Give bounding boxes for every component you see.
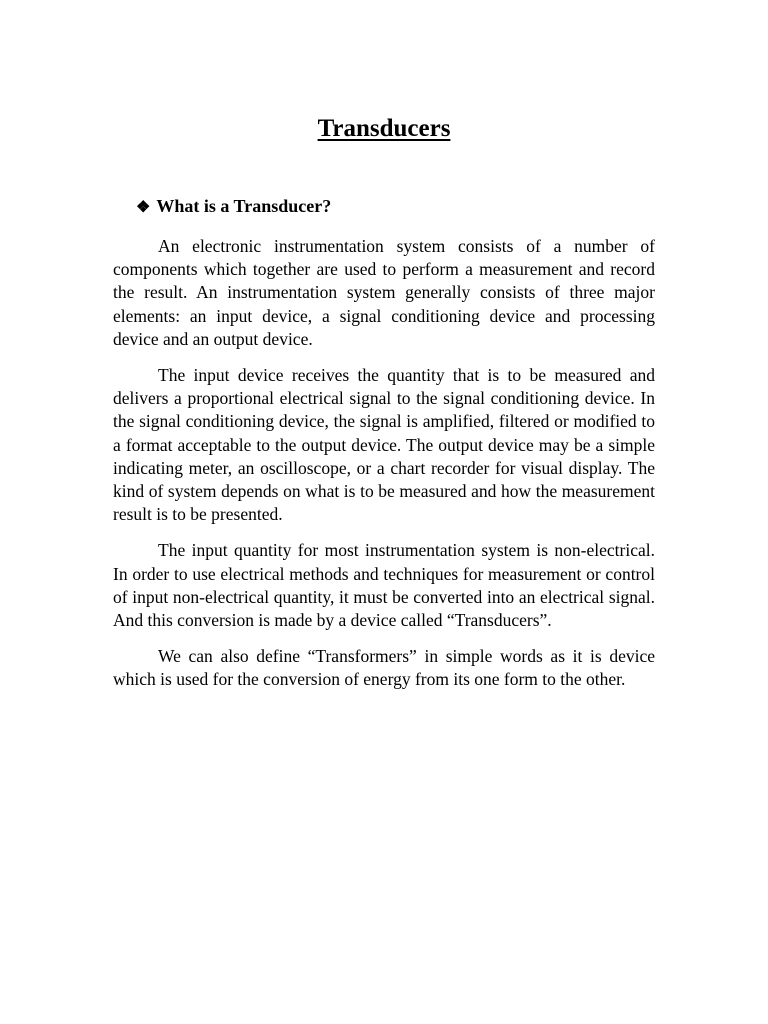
paragraph-1: An electronic instrumentation system consists of a number of components which together are used to perform a measurement and record the result. An instrumentation system generally consists of three major elements: an input device, a signal conditioning device and processing device and an output device.	[113, 236, 655, 349]
paragraph-2: The input device receives the quantity that is to be measured and delivers a proportional electrical signal to the signal conditioning device. In the signal conditioning device, the signal is amplified, filtered or modified to a format acceptable to the output device. The output device may be a simple indicating meter, an oscilloscope, or a chart recorder for visual display. The kind of system depends on what is to be measured and how the measurement result is to be presented.	[113, 365, 655, 525]
section-heading-text: What is a Transducer?	[156, 196, 332, 216]
four-diamond-bullet-icon: ❖	[136, 199, 151, 216]
section-heading	[136, 194, 331, 220]
paragraph-4: We can also define “Transformers” in simple words as it is device which is used for the conversion of energy from its one form to the other.	[113, 646, 655, 690]
paragraph-3: The input quantity for most instrumentation system is non-electrical. In order to use electrical methods and techniques for measurement or control of input non-electrical quantity, it must be converted into an electrical signal. And this conversion is made by a device called “Transducers”.	[113, 540, 655, 631]
body-text	[113, 235, 655, 705]
document-title: Transducers	[317, 115, 451, 142]
